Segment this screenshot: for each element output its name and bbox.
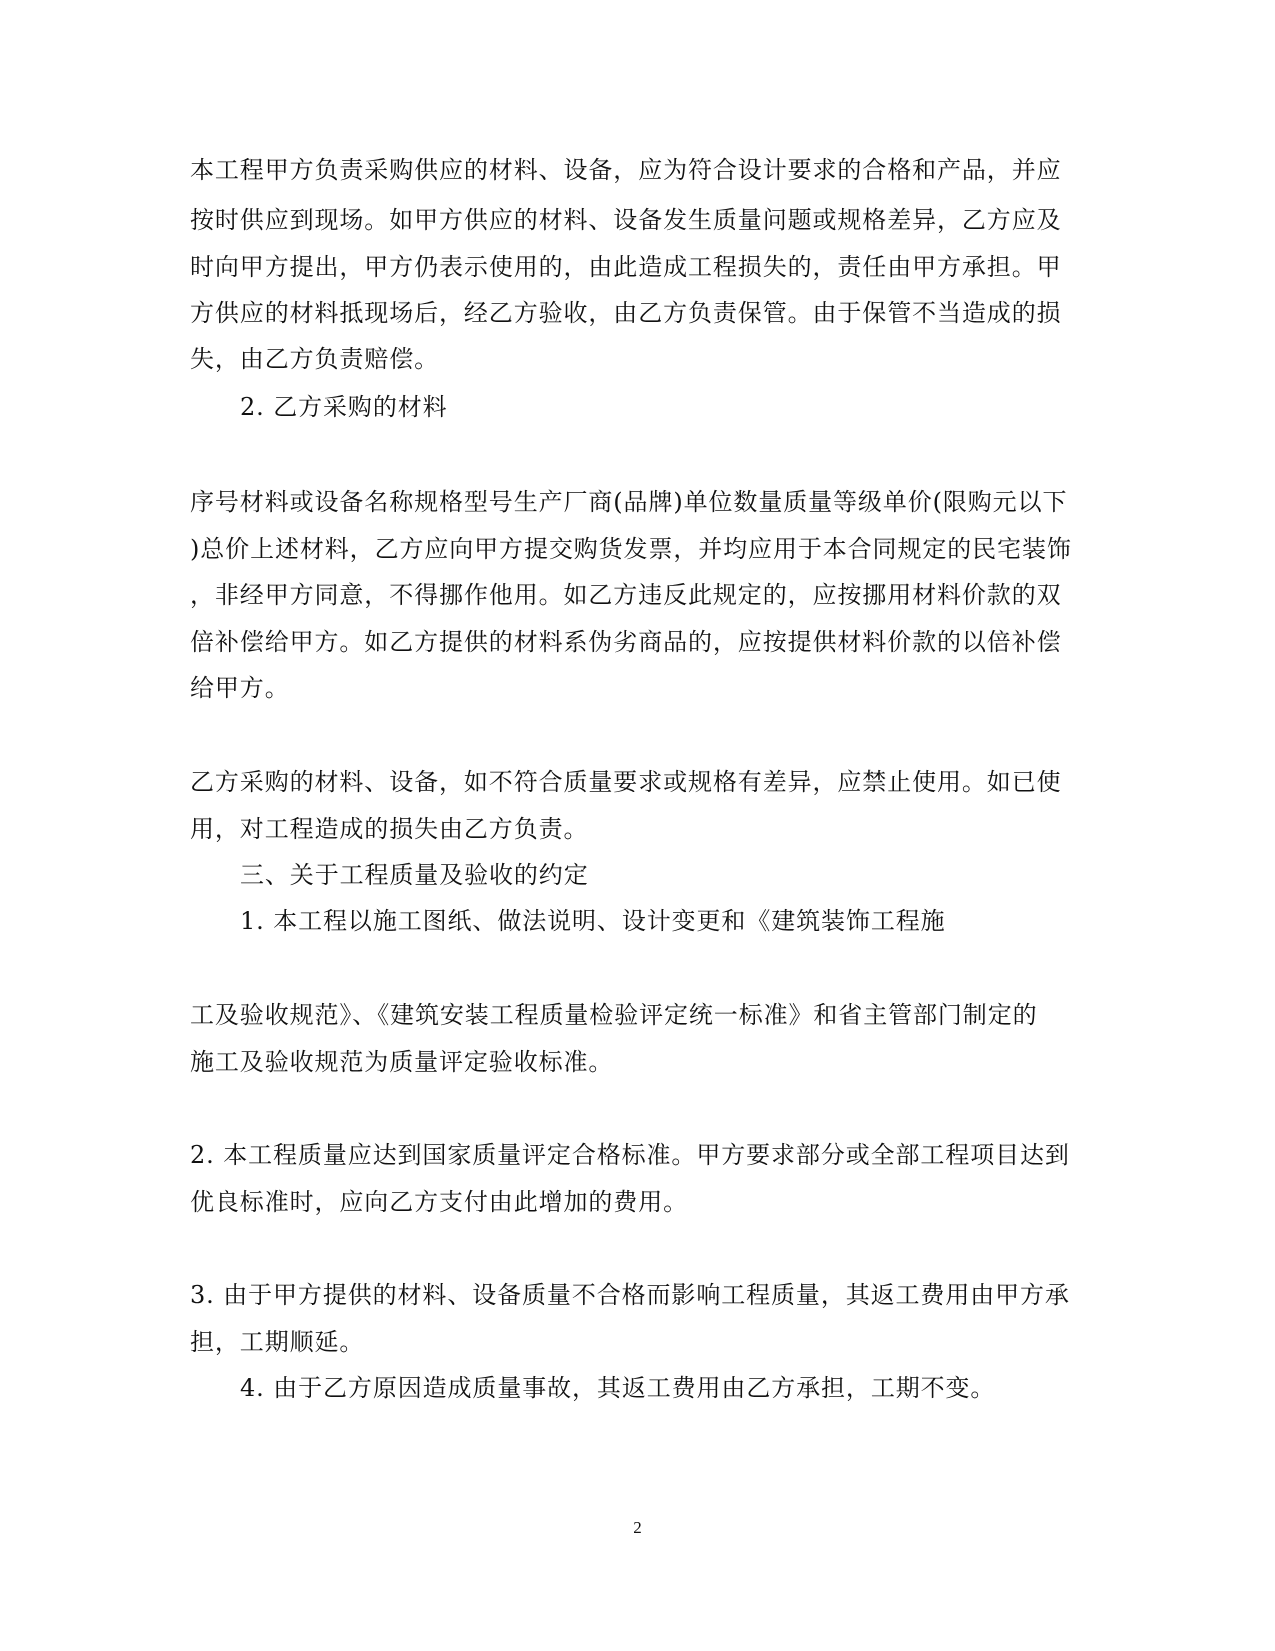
text-line: 2. 本工程质量应达到国家质量评定合格标准。甲方要求部分或全部工程项目达到 (190, 1141, 1070, 1169)
text-line: 1. 本工程以施工图纸、做法说明、设计变更和《建筑装饰工程施 (240, 907, 946, 935)
section-heading: 2. 乙方采购的材料 (240, 393, 448, 421)
text-line: 本工程甲方负责采购供应的材料、设备，应为符合设计要求的合格和产品，并应 (190, 156, 1062, 184)
text-line: )总价上述材料，乙方应向甲方提交购货发票，并均应用于本合同规定的民宅装饰 (190, 535, 1072, 563)
text-line: 方供应的材料抵现场后，经乙方验收，由乙方负责保管。由于保管不当造成的损 (190, 299, 1062, 327)
text-line: 倍补偿给甲方。如乙方提供的材料系伪劣商品的，应按提供材料价款的以倍补偿 (190, 628, 1062, 656)
text-line: 3. 由于甲方提供的材料、设备质量不合格而影响工程质量，其返工费用由甲方承 (190, 1281, 1070, 1309)
text-line: 担，工期顺延。 (190, 1328, 365, 1356)
text-line: 序号材料或设备名称规格型号生产厂商(品牌)单位数量质量等级单价(限购元以下 (190, 488, 1068, 516)
text-line: ，非经甲方同意，不得挪作他用。如乙方违反此规定的，应按挪用材料价款的双 (190, 581, 1062, 609)
text-line: 工及验收规范》、《建筑安装工程质量检验评定统一标准》和省主管部门制定的 (190, 1001, 1038, 1029)
text-line: 优良标准时，应向乙方支付由此增加的费用。 (190, 1188, 688, 1216)
text-line: 时向甲方提出，甲方仍表示使用的，由此造成工程损失的，责任由甲方承担。甲 (190, 253, 1062, 281)
text-line: 按时供应到现场。如甲方供应的材料、设备发生质量问题或规格差异，乙方应及 (190, 206, 1062, 234)
text-line: 4. 由于乙方原因造成质量事故，其返工费用由乙方承担，工期不变。 (240, 1374, 996, 1402)
section-heading: 三、关于工程质量及验收的约定 (240, 861, 589, 889)
text-line: 给甲方。 (190, 674, 290, 702)
page-number: 2 (633, 1518, 642, 1537)
text-line: 施工及验收规范为质量评定验收标准。 (190, 1048, 614, 1076)
text-line: 用，对工程造成的损失由乙方负责。 (190, 815, 589, 843)
text-line: 失，由乙方负责赔偿。 (190, 345, 439, 373)
text-line: 乙方采购的材料、设备，如不符合质量要求或规格有差异，应禁止使用。如已使 (190, 768, 1062, 796)
